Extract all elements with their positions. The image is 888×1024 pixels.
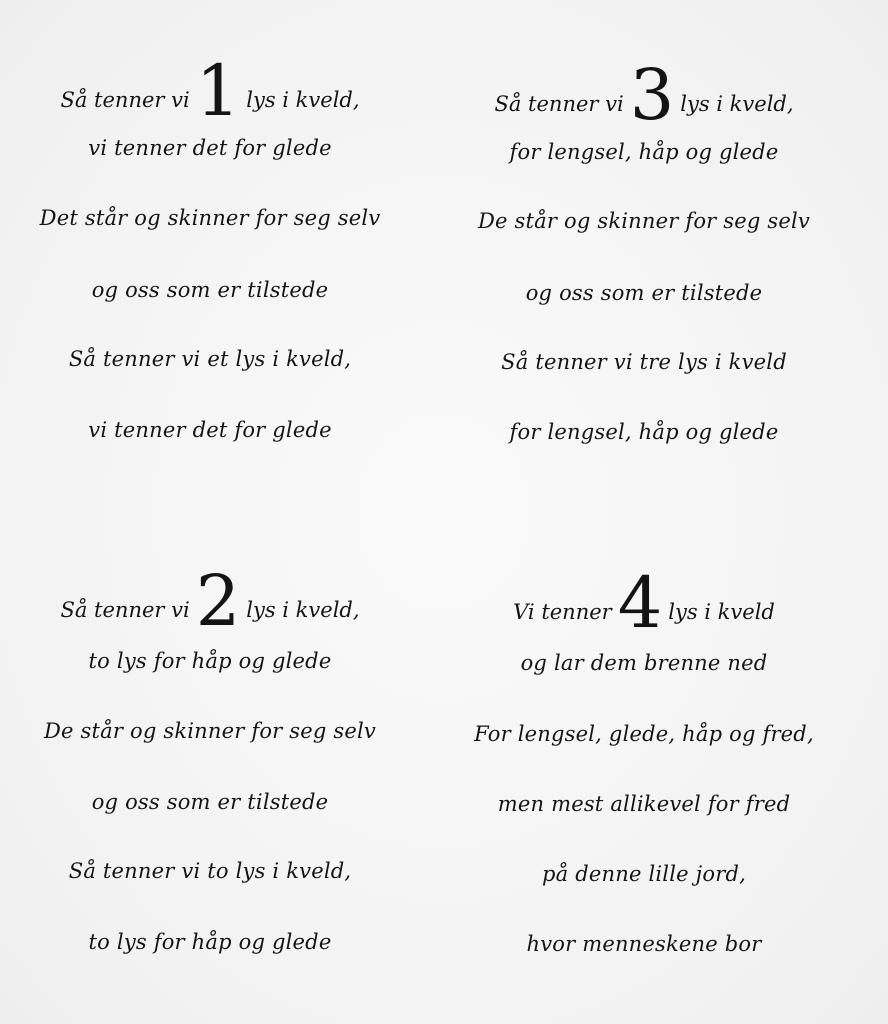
verse-first-line-end: lys i kveld, xyxy=(246,88,360,112)
verse-line: og oss som er tilstede xyxy=(91,790,329,814)
verse-line: vi tenner det for glede xyxy=(88,418,332,442)
verse-line: for lengsel, håp og glede xyxy=(509,140,779,164)
verse-first-line xyxy=(434,54,854,136)
verse-line: Så tenner vi et lys i kveld, xyxy=(68,347,352,371)
verse-first-line xyxy=(434,562,854,644)
verse-first-line-end: lys i kveld, xyxy=(246,598,360,622)
verse-line: og oss som er tilstede xyxy=(91,278,329,302)
verse-line: hvor menneskene bor xyxy=(526,932,762,956)
verse-first-line-start: Så tenner vi xyxy=(60,598,190,622)
verse-first-line-start: Vi tenner xyxy=(513,600,612,624)
verse-line: De står og skinner for seg selv xyxy=(44,719,376,743)
verse-number: 2 xyxy=(195,560,241,642)
verse-line: De står og skinner for seg selv xyxy=(478,209,810,233)
verse-number: 4 xyxy=(617,562,663,644)
verse-line: men mest allikevel for fred xyxy=(497,792,791,816)
verse-first-line xyxy=(0,50,420,132)
verse-first-line-start: Så tenner vi xyxy=(60,88,190,112)
verse-line: på denne lille jord, xyxy=(542,862,746,886)
verse-line: og lar dem brenne ned xyxy=(520,651,768,675)
verse-line: to lys for håp og glede xyxy=(88,649,332,673)
verse-line: to lys for håp og glede xyxy=(88,930,332,954)
verse-line: Det står og skinner for seg selv xyxy=(39,206,381,230)
verse-line: og oss som er tilstede xyxy=(525,281,763,305)
verse-first-line-start: Så tenner vi xyxy=(494,92,624,116)
verse-line: For lengsel, glede, håp og fred, xyxy=(474,722,814,746)
verse-first-line xyxy=(0,560,420,642)
verse-number: 1 xyxy=(195,50,241,132)
verse-line: for lengsel, håp og glede xyxy=(509,420,779,444)
verse-line: Så tenner vi tre lys i kveld xyxy=(501,350,787,374)
verse-first-line-end: lys i kveld xyxy=(668,600,775,624)
verse-line: Så tenner vi to lys i kveld, xyxy=(68,859,352,883)
verse-first-line-end: lys i kveld, xyxy=(680,92,794,116)
verse-number: 3 xyxy=(629,54,675,136)
verse-line: vi tenner det for glede xyxy=(88,136,332,160)
